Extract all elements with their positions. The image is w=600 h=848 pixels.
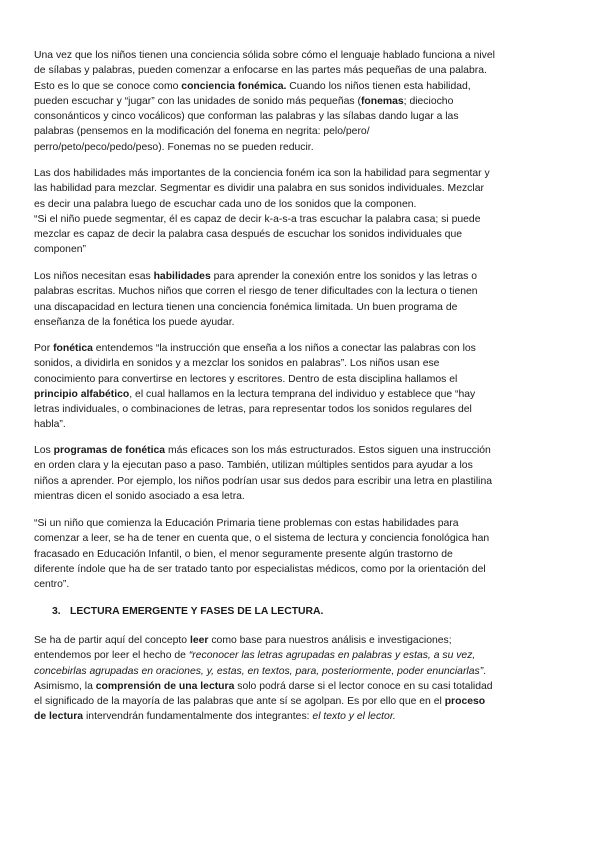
text-line xyxy=(34,633,569,648)
paragraph-programas-fonetica xyxy=(34,443,569,504)
italic-quote: concebirlas agrupadas en oraciones, y, estas, en textos, para, posteriormente, poder enunciarlas” xyxy=(34,665,484,677)
text-run: , el cual hallamos en la lectura temprana del individuo y establece que “hay xyxy=(129,388,476,400)
text-run: entendemos por leer el hecho de xyxy=(34,650,189,662)
text-line xyxy=(34,227,569,242)
bold-term: habilidades xyxy=(153,271,211,282)
text-line xyxy=(34,140,569,155)
text-line xyxy=(34,315,569,330)
text-run: pueden escuchar y “jugar” con las unidades de sonido más pequeñas ( xyxy=(34,95,361,107)
text-run: Los xyxy=(34,445,54,456)
text-line xyxy=(34,63,569,78)
paragraph-fonetica xyxy=(34,341,569,433)
text-run: intervendrán fundamentalmente dos integrantes: xyxy=(83,711,313,723)
text-run: en orden clara y la ejecutan paso a paso. También, utilizan múltiples sentidos para ayudar a los xyxy=(34,460,473,472)
bold-term: fonemas xyxy=(360,95,404,107)
text-run: componen” xyxy=(34,244,86,256)
bold-term: programas de fonética xyxy=(53,445,166,456)
text-line xyxy=(34,341,569,356)
text-run: Cuando los niños tienen esta habilidad, xyxy=(286,80,471,92)
text-run: mientras dicen el sonido asociado a esa letra. xyxy=(34,490,245,502)
text-line xyxy=(34,48,569,63)
text-run: enseñanza de la fonética los puede ayudar. xyxy=(34,316,235,328)
text-run: comenzar a leer, se ha de tener en cuenta que, o el sistema de lectura y conciencia fonológica han xyxy=(34,533,490,545)
text-line xyxy=(34,679,569,694)
text-line xyxy=(34,516,569,531)
text-line xyxy=(34,489,569,504)
text-line xyxy=(34,709,569,724)
text-line xyxy=(34,402,569,417)
bold-term: proceso xyxy=(444,696,486,708)
text-run: centro”. xyxy=(34,579,70,591)
section-heading-text: LECTURA EMERGENTE Y FASES DE LA LECTURA. xyxy=(70,606,324,617)
text-line xyxy=(34,577,569,592)
text-line xyxy=(34,443,569,458)
text-line xyxy=(34,166,569,181)
text-line xyxy=(34,197,569,212)
text-run: perro/peto/peco/pedo/peso). Fonemas no se pueden reducir. xyxy=(34,141,314,153)
text-run: de sílabas y palabras, pueden comenzar a enfocarse en las partes más pequeñas de una palabra. xyxy=(34,65,487,77)
text-line xyxy=(34,648,569,663)
paragraph-habilidades xyxy=(34,269,569,330)
italic-quote: el texto y el lector. xyxy=(312,711,396,723)
text-line xyxy=(34,300,569,315)
text-run: solo podrá darse si el lector conoce en su casi totalidad xyxy=(234,680,493,692)
text-run: “Si un niño que comienza la Educación Primaria tiene problemas con estas habilidades para xyxy=(34,518,459,529)
bold-term: leer xyxy=(189,635,209,646)
text-line xyxy=(34,474,569,489)
text-run: como base para nuestros análisis e investigaciones; xyxy=(208,635,452,646)
text-line xyxy=(34,284,569,299)
text-line xyxy=(34,94,569,109)
text-line xyxy=(34,181,569,196)
bold-term: conciencia fonémica. xyxy=(181,80,287,92)
text-run: habla”. xyxy=(34,419,66,431)
text-run: Una vez que los niños tienen una conciencia sólida sobre cómo el lenguaje hablado funciona a nivel xyxy=(34,50,495,61)
italic-quote: “reconocer las letras agrupadas en palabras y estas, a su vez, xyxy=(188,650,476,662)
text-run: mezclar es capaz de decir la palabra casa después de escuchar los sonidos individuales que xyxy=(34,229,462,241)
paragraph-educacion-primaria-quote xyxy=(34,516,569,592)
text-run: letras individuales, o combinaciones de letras, para representar todos los sonidos regulares del xyxy=(34,404,472,416)
text-run: para aprender la conexión entre los sonidos y las letras o xyxy=(210,271,478,282)
text-line xyxy=(34,547,569,562)
text-line xyxy=(34,212,569,227)
text-run: más eficaces son los más estructurados. Estos siguen una instrucción xyxy=(165,445,491,456)
text-line xyxy=(34,269,569,284)
text-run: diferente índole que ha de ser tratado tanto por especialistas médicos, como por la orientación del xyxy=(34,563,486,575)
text-run: Las dos habilidades más importantes de la conciencia foném ica son la habilidad para segmentar y xyxy=(34,168,490,179)
text-run: Por xyxy=(34,343,54,354)
text-line xyxy=(34,124,569,139)
text-run: conocimiento para convertirse en lectores y escritores. Dentro de esta disciplina hallamos el xyxy=(34,373,458,385)
text-run: “Si el niño puede segmentar, él es capaz de decir k-a-s-a tras escuchar la palabra casa; si puede xyxy=(34,213,481,225)
text-run: las habilidad para mezclar. Segmentar es dividir una palabra en sus sonidos individuales. Mezclar xyxy=(34,183,484,195)
bold-term: principio alfabético xyxy=(34,388,130,400)
text-line xyxy=(34,387,569,402)
text-run: palabras (pensemos en la modificación del fonema en negrita: pelo/pero/ xyxy=(34,126,370,138)
text-line xyxy=(34,531,569,546)
text-line xyxy=(34,417,569,432)
text-run: entendemos “la instrucción que enseña a los niños a conectar las palabras con los xyxy=(92,343,476,354)
text-run: ; dieciocho xyxy=(403,95,454,107)
text-line xyxy=(34,79,569,94)
text-run: el significado de la mayoría de las palabras que ante sí se agolpan. Es por ello que en el xyxy=(34,696,445,708)
text-run: una discapacidad en lectura tienen una conciencia fonémica limitada. Un buen programa de xyxy=(34,301,458,313)
text-run: niños a aprender. Por ejemplo, los niños podrían usar sus dedos para escribir una letra en plastilina xyxy=(34,475,493,487)
section-heading-number: 3. xyxy=(52,606,61,617)
text-line xyxy=(34,242,569,257)
text-run: es decir una palabra luego de escuchar cada uno de los sonidos que la componen. xyxy=(34,198,417,210)
text-line xyxy=(34,664,569,679)
paragraph-conciencia-fonemica xyxy=(34,48,569,155)
text-run: sonidos, a dividirla en sonidos y a mezclar los sonidos en palabras”. Los niños usan ese xyxy=(34,358,440,370)
paragraph-concepto-leer xyxy=(34,633,569,725)
text-line xyxy=(34,694,569,709)
text-run: palabras escritas. Muchos niños que corren el riesgo de tener dificultades con la lectura o tienen xyxy=(34,286,478,298)
text-line xyxy=(34,372,569,387)
text-line xyxy=(34,109,569,124)
text-run: Se ha de partir aquí del concepto xyxy=(34,635,190,646)
text-line xyxy=(34,562,569,577)
section-heading xyxy=(52,606,323,617)
bold-term: comprensión de una lectura xyxy=(95,680,235,692)
text-run: fracasado en Educación Infantil, o bien, el menor seguramente presente algún trastorno de xyxy=(34,548,453,560)
text-run: Esto es lo que se conoce como xyxy=(34,80,182,92)
bold-term: fonética xyxy=(53,343,93,354)
text-run: . xyxy=(483,665,487,677)
text-line xyxy=(34,458,569,473)
bold-term: de lectura xyxy=(34,711,84,723)
text-run: Los niños necesitan esas xyxy=(34,271,154,282)
paragraph-segmentar-mezclar xyxy=(34,166,569,258)
text-run: consonánticos y cinco vocálicos) que conforman las palabras y las sílabas dando lugar a las xyxy=(34,111,459,123)
text-run: Asimismo, la xyxy=(34,680,96,692)
text-line xyxy=(34,356,569,371)
